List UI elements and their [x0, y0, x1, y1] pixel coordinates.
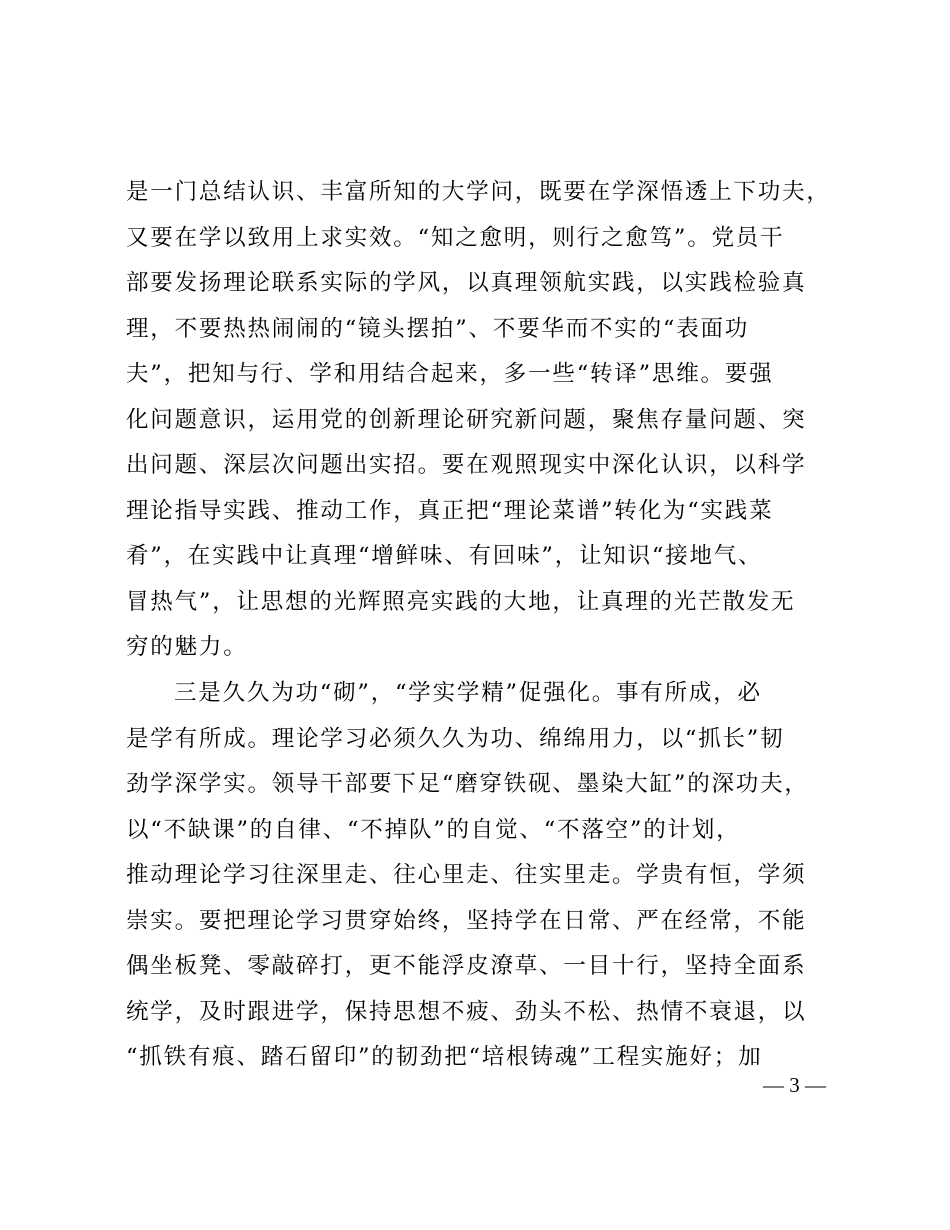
text-line: 肴”，在实践中让真理“增鲜味、有回味”，让知识“接地气、	[126, 543, 763, 570]
text-line: 统学，及时跟进学，保持思想不疲、劲头不松、热情不衰退，以	[126, 998, 807, 1025]
text-line: 穷的魅力。	[126, 634, 248, 661]
text-line: 以“不缺课”的自律、“不掉队”的自觉、“不落空”的计划，	[126, 816, 741, 843]
text-line: 夫”，把知与行、学和用结合起来，多一些“转译”思维。要强	[126, 361, 774, 388]
text-line: 劲学深学实。领导干部要下足“磨穿铁砚、墨染大缸”的深功夫，	[126, 771, 809, 798]
text-line: 推动理论学习往深里走、往心里走、往实里走。学贵有恒，学须	[126, 862, 807, 889]
text-line: 又要在学以致用上求实效。“知之愈明，则行之愈笃”。党员干	[126, 224, 785, 251]
text-line: “抓铁有痕、踏石留印”的韧劲把“培根铸魂”工程实施好；加	[126, 1044, 763, 1071]
text-line: 是一门总结认识、丰富所知的大学问，既要在学深悟透上下功夫，	[126, 179, 831, 205]
text-line: 化问题意识，运用党的创新理论研究新问题，聚焦存量问题、突	[126, 406, 807, 433]
text-line: 出问题、深层次问题出实招。要在观照现实中深化认识，以科学	[126, 452, 807, 479]
text-line: 崇实。要把理论学习贯穿始终，坚持学在日常、严在经常，不能	[126, 907, 807, 934]
paragraph-start-line: 三是久久为功“砌”，“学实学精”促强化。事有所成，必	[174, 680, 762, 707]
body-text	[126, 170, 831, 1081]
text-line: 理，不要热热闹闹的“镜头摆拍”、不要华而不实的“表面功	[126, 315, 750, 342]
text-line: 冒热气”，让思想的光辉照亮实践的大地，让真理的光芒散发无	[126, 588, 796, 615]
text-line: 部要发扬理论联系实际的学风，以真理领航实践，以实践检验真	[126, 270, 807, 297]
text-line: 理论指导实践、推动工作，真正把“理论菜谱”转化为“实践菜	[126, 497, 774, 524]
text-line: 是学有所成。理论学习必须久久为功、绵绵用力，以“抓长”韧	[126, 725, 785, 752]
text-line: 偶坐板凳、零敲碎打，更不能浮皮潦草、一目十行，坚持全面系	[126, 953, 807, 980]
page-number: — 3 —	[763, 1073, 826, 1097]
